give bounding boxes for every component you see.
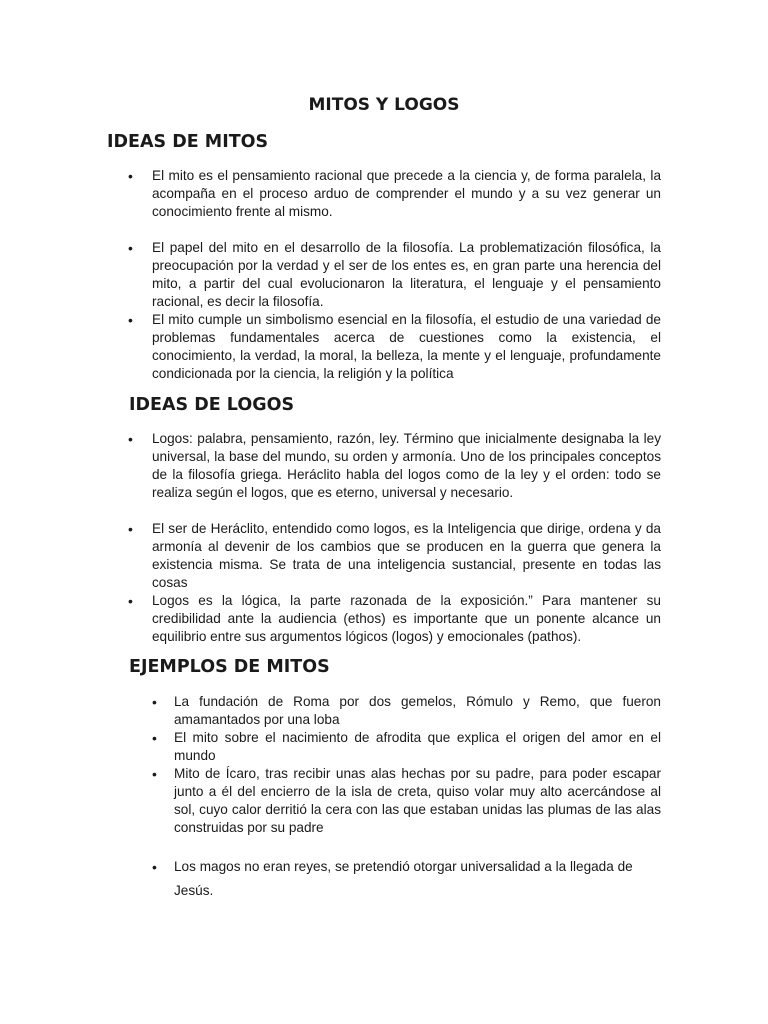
ideas-de-mitos-list (152, 167, 661, 383)
list-item: • El papel del mito en el desarrollo de la filosofía. La problematización filosófica, la preocupación por la verdad y el ser de los entes es, en gran parte una herencia del mito, a partir del cual evolucionaron la literatura, el lenguaje y el pensamiento racional, es decir la filosofía. (152, 239, 661, 311)
list-item: • El ser de Heráclito, entendido como logos, es la Inteligencia que dirige, ordena y da armonía al devenir de los cambios que se producen en la guerra que genera la existencia misma. Se trata de una inteligencia sustancial, presente en todas las cosas (152, 520, 661, 592)
document-title: MITOS Y LOGOS (308, 95, 460, 115)
list-item: • El mito cumple un simbolismo esencial en la filosofía, el estudio de una variedad de problemas fundamentales acerca de cuestiones como la existencia, el conocimiento, la verdad, la moral, la belleza, la mente y el lenguaje, profundamente condicionada por la ciencia, la religión y la política (152, 311, 661, 383)
section-heading-ejemplos-de-mitos: EJEMPLOS DE MITOS (129, 657, 330, 677)
ideas-de-logos-list (152, 430, 661, 646)
ejemplos-de-mitos-list (174, 693, 661, 903)
list-item: • El mito es el pensamiento racional que precede a la ciencia y, de forma paralela, la acompaña en el proceso arduo de comprender el mundo y a su vez generar un conocimiento frente al mismo. (152, 167, 661, 221)
list-item: • Mito de Ícaro, tras recibir unas alas hechas por su padre, para poder escapar junto a él del encierro de la isla de creta, quiso volar muy alto acercándose al sol, cuyo calor derritió la cera con las que estaban unidas las plumas de las alas construidas por su padre (174, 765, 661, 837)
section-heading-ideas-de-mitos: IDEAS DE MITOS (107, 132, 269, 152)
list-item: • La fundación de Roma por dos gemelos, Rómulo y Remo, que fueron amamantados por una loba (174, 693, 661, 729)
section-heading-ideas-de-logos: IDEAS DE LOGOS (129, 395, 295, 415)
list-item: • Logos: palabra, pensamiento, razón, ley. Término que inicialmente designaba la ley universal, la base del mundo, su orden y armonía. Uno de los principales conceptos de la filosofía griega. Heráclito habla del logos como de la ley y el orden: todo se realiza según el logos, que es eterno, universal y necesario. (152, 430, 661, 502)
list-item: • Los magos no eran reyes, se pretendió otorgar universalidad a la llegada de Jesús. (174, 855, 661, 903)
list-item: • El mito sobre el nacimiento de afrodita que explica el origen del amor en el mundo (174, 729, 661, 765)
list-item: • Logos es la lógica, la parte razonada de la exposición.” Para mantener su credibilidad ante la audiencia (ethos) es importante que un ponente alcance un equilibrio entre sus argumentos lógicos (logos) y emocionales (pathos). (152, 592, 661, 646)
